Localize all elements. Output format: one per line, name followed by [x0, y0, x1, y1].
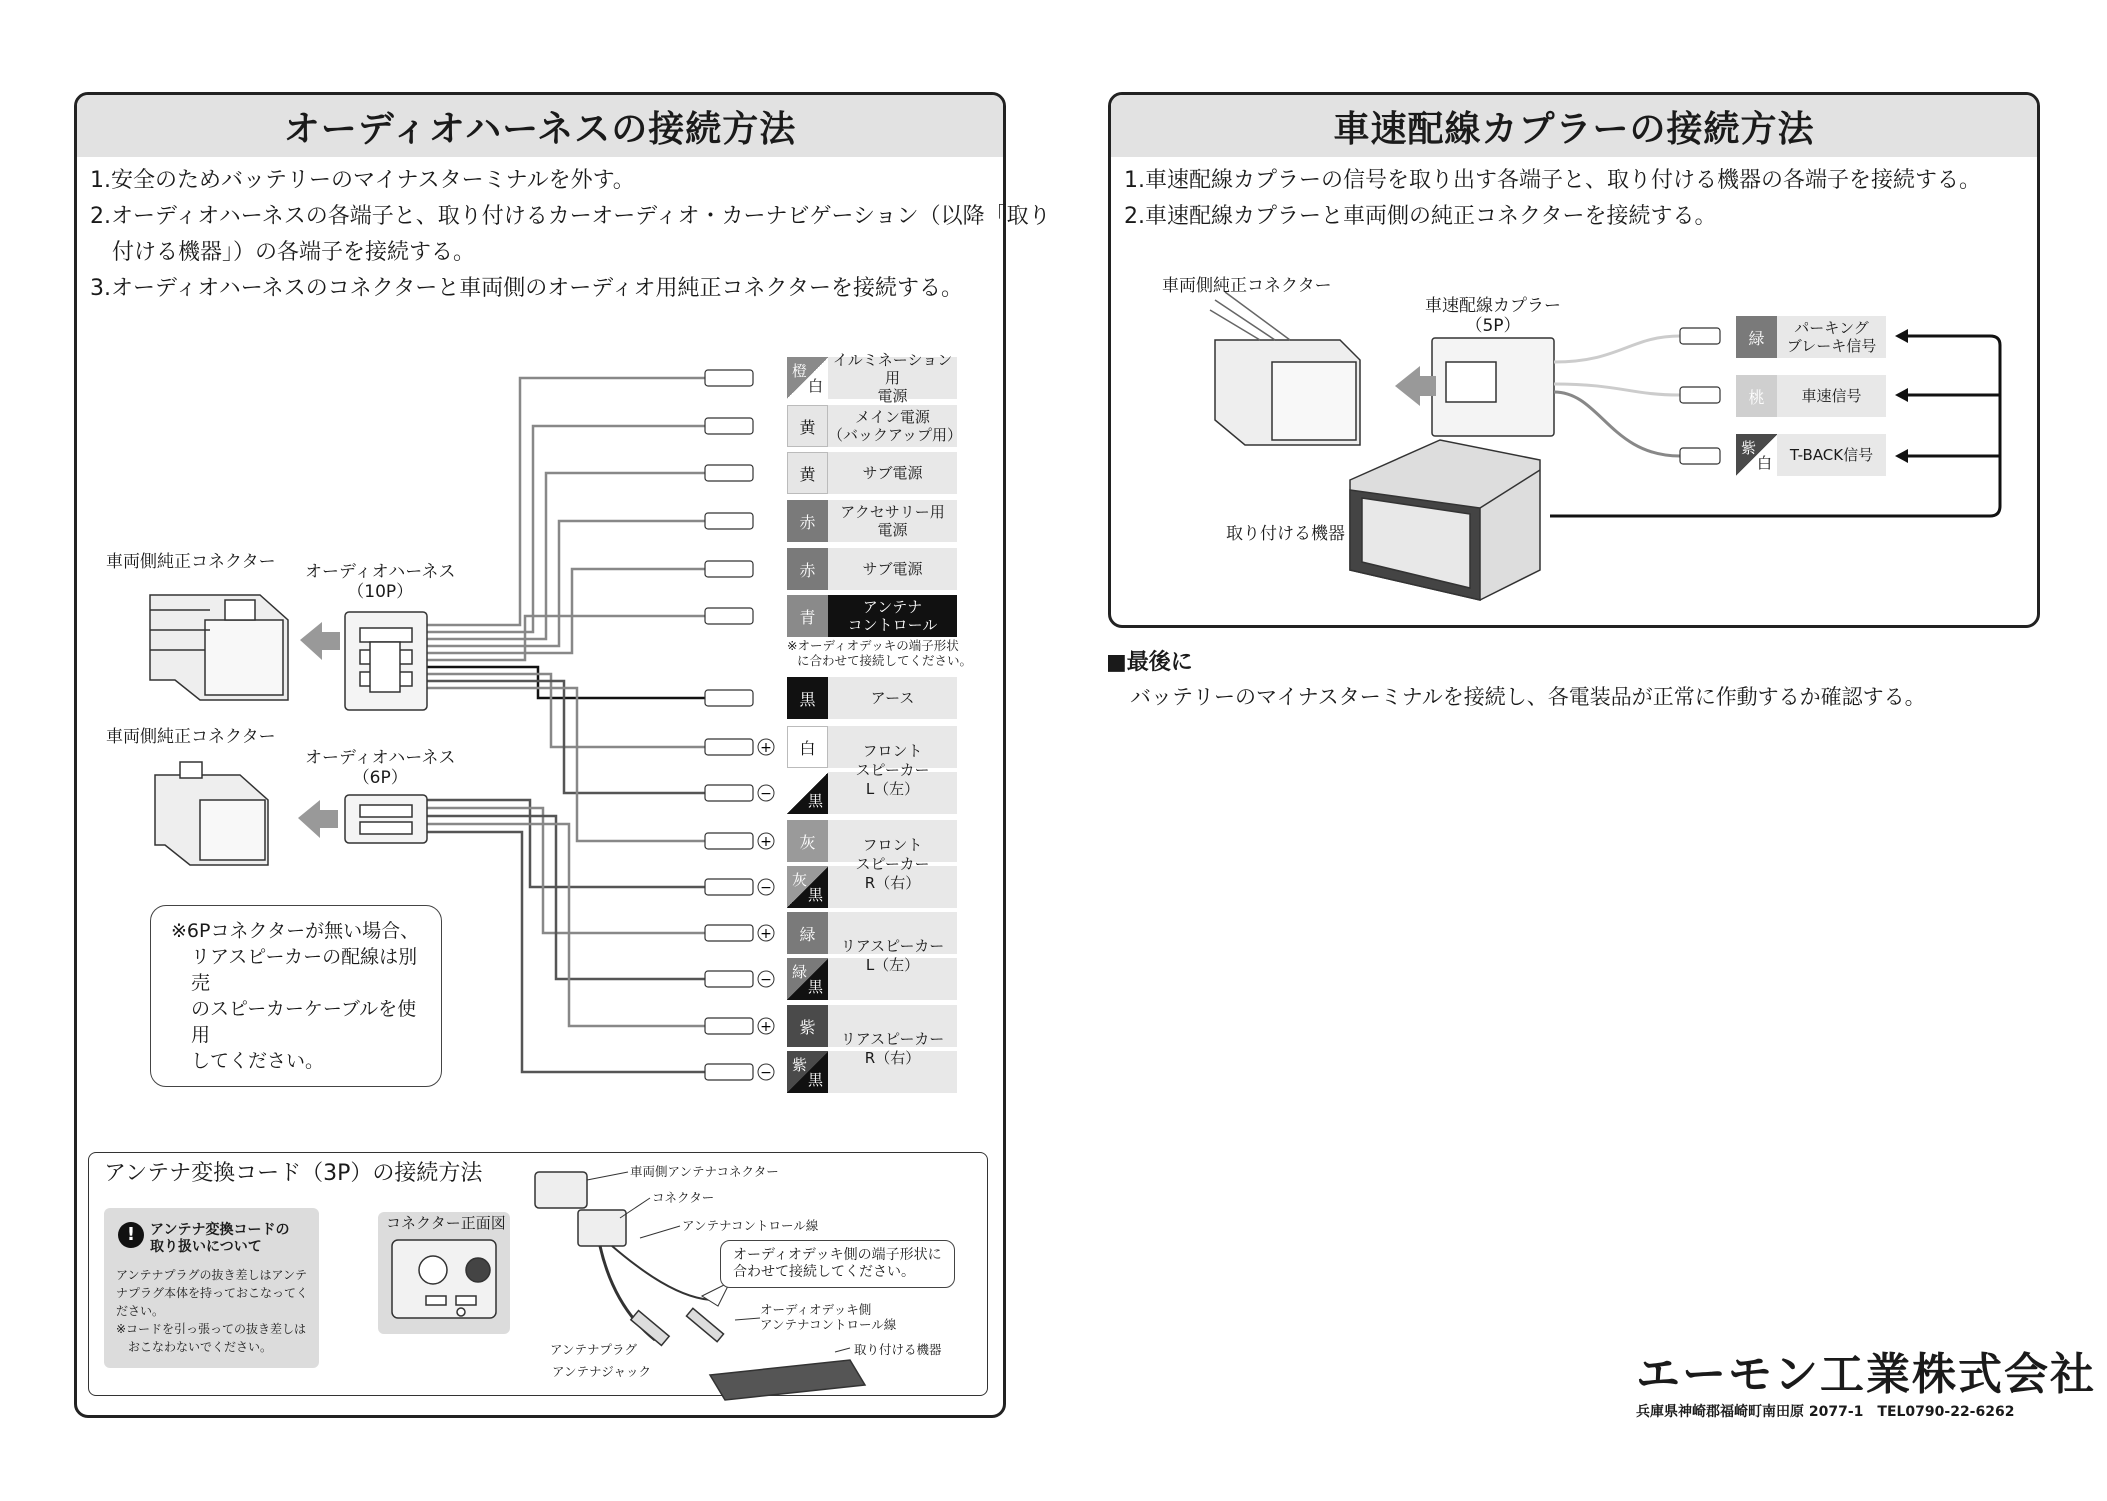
signal-row [1736, 375, 1886, 417]
warning-title: アンテナ変換コードの 取り扱いについて [150, 1222, 290, 1255]
company-address: 兵庫県神崎郡福崎町南田原 2077-1 TEL0790-22-6262 [1636, 1404, 2015, 1420]
front-view-title: コネクター正面図 [386, 1214, 506, 1232]
minus-icon: − [760, 786, 772, 802]
color-chip: 黄 [787, 405, 828, 447]
label-plug: アンテナプラグ [550, 1342, 638, 1357]
speaker-label: リアスピーカー R（右） [840, 1030, 945, 1067]
harness-6p-label: オーディオハーネス （6P） [305, 748, 456, 788]
signal-label: T-BACK信号 [1789, 446, 1874, 464]
arrow-speed-icon [1895, 388, 1908, 402]
legend-label: アクセサリー用 電源 [840, 503, 945, 539]
step-3: 3.オーディオハーネスのコネクターと車両側のオーディオ用純正コネクターを接続する。 [90, 276, 964, 301]
legend-label: メイン電源 （バックアップ用） [828, 408, 962, 444]
label-device: 取り付ける機器 [854, 1342, 942, 1357]
label-control-wire: アンテナコントロール線 [682, 1218, 819, 1233]
color-chip: 赤 [787, 548, 828, 590]
legend-label: イルミネーション用 電源 [832, 351, 953, 405]
color-chip: 灰 [787, 820, 828, 862]
legend-label: サブ電源 [862, 464, 923, 482]
minus-icon: − [760, 972, 772, 988]
label-jack: アンテナジャック [552, 1364, 652, 1379]
device-label: 取り付ける機器 [1226, 524, 1345, 544]
color-chip: 紫 [787, 1005, 828, 1047]
audio-harness-title: オーディオハーネスの接続方法 [77, 95, 1003, 157]
arrow-parking-icon [1895, 329, 1908, 343]
speaker-label: フロント スピーカー R（右） [855, 835, 930, 892]
warning-icon: ! [118, 1222, 144, 1248]
coupler-label: 車速配線カプラー （5P） [1425, 296, 1561, 336]
step-1: 1.安全のためバッテリーのマイナスターミナルを外す。 [90, 168, 635, 193]
legend-label: サブ電源 [862, 560, 923, 578]
speaker-label: フロント スピーカー L（左） [855, 741, 930, 798]
coupler-arrow-icon [1395, 366, 1420, 406]
deck-note: ※オーディオデッキの端子形状 に合わせて接続してください。 [787, 638, 973, 668]
color-chip: 赤 [787, 500, 828, 542]
color-chip: 灰 黒 [787, 866, 828, 908]
legend-label: アース [870, 689, 915, 707]
plus-icon: + [760, 926, 772, 942]
signal-color-chip: 紫 白 [1736, 434, 1777, 476]
minus-icon: − [760, 1065, 772, 1081]
label-vehicle-antenna-connector: 車両側アンテナコネクター [630, 1164, 779, 1179]
plus-icon: + [760, 740, 772, 756]
label-deck-control: オーディオデッキ側 アンテナコントロール線 [760, 1302, 897, 1332]
final-text: バッテリーのマイナスターミナルを接続し、各電装品が正常に作動するか確認する。 [1130, 685, 1926, 709]
signal-row [1736, 316, 1886, 358]
harness-10p-label: オーディオハーネス （10P） [305, 562, 456, 602]
minus-icon: − [760, 880, 772, 896]
note-6p: ※6Pコネクターが無い場合、 リアスピーカーの配線は別売 のスピーカーケーブルを使用 してください。 [150, 905, 442, 1087]
antenna-callout: オーディオデッキ側の端子形状に 合わせて接続してください。 [720, 1240, 955, 1288]
signal-label: 車速信号 [1801, 387, 1862, 405]
antenna-cord-title: アンテナ変換コード（3P）の接続方法 [104, 1161, 483, 1186]
speaker-label: リアスピーカー L（左） [840, 937, 945, 974]
color-chip: 白 黒 [787, 772, 828, 814]
vehicle-connector-label-1: 車両側純正コネクター [106, 552, 276, 572]
label-connector: コネクター [652, 1190, 715, 1205]
signal-row [1736, 434, 1886, 476]
legend-label: アンテナ コントロール [828, 595, 957, 637]
color-chip: 青 [787, 595, 828, 637]
color-chip: 黒 [787, 677, 828, 719]
signal-color-chip: 桃 [1736, 375, 1777, 417]
coupler-step-1: 1.車速配線カプラーの信号を取り出す各端子と、取り付ける機器の各端子を接続する。 [1124, 168, 1981, 193]
warning-text: アンテナプラグの抜き差しはアンテ ナプラグ本体を持っておこなってく ださい。 ※コードを引っ張っての抜き差しは おこなわないでください。 [116, 1268, 309, 1354]
color-chip: 黄 [787, 452, 828, 494]
step-2-cont: 付ける機器」）の各端子を接続する。 [112, 240, 476, 265]
company-name: エーモン工業株式会社 [1636, 1349, 2096, 1400]
plus-icon: + [760, 1019, 772, 1035]
plus-icon: + [760, 834, 772, 850]
color-chip: 橙 白 [787, 357, 828, 399]
vehicle-connector-label-2: 車両側純正コネクター [106, 727, 276, 747]
coupler-step-2: 2.車速配線カプラーと車両側の純正コネクターを接続する。 [1124, 204, 1717, 229]
speed-coupler-title: 車速配線カプラーの接続方法 [1111, 95, 2037, 157]
arrow-tback-icon [1895, 449, 1908, 463]
signal-label: パーキング ブレーキ信号 [1786, 319, 1877, 355]
final-heading: ■最後に [1106, 650, 1193, 675]
color-chip: 緑 [787, 912, 828, 954]
color-chip: 白 [787, 726, 828, 768]
step-2: 2.オーディオハーネスの各端子と、取り付けるカーオーディオ・カーナビゲーション（以降「取り [90, 204, 1051, 229]
signal-color-chip: 緑 [1736, 316, 1777, 358]
coupler-vehicle-connector-label: 車両側純正コネクター [1162, 276, 1332, 296]
color-chip: 紫 黒 [787, 1051, 828, 1093]
color-chip: 緑 黒 [787, 958, 828, 1000]
